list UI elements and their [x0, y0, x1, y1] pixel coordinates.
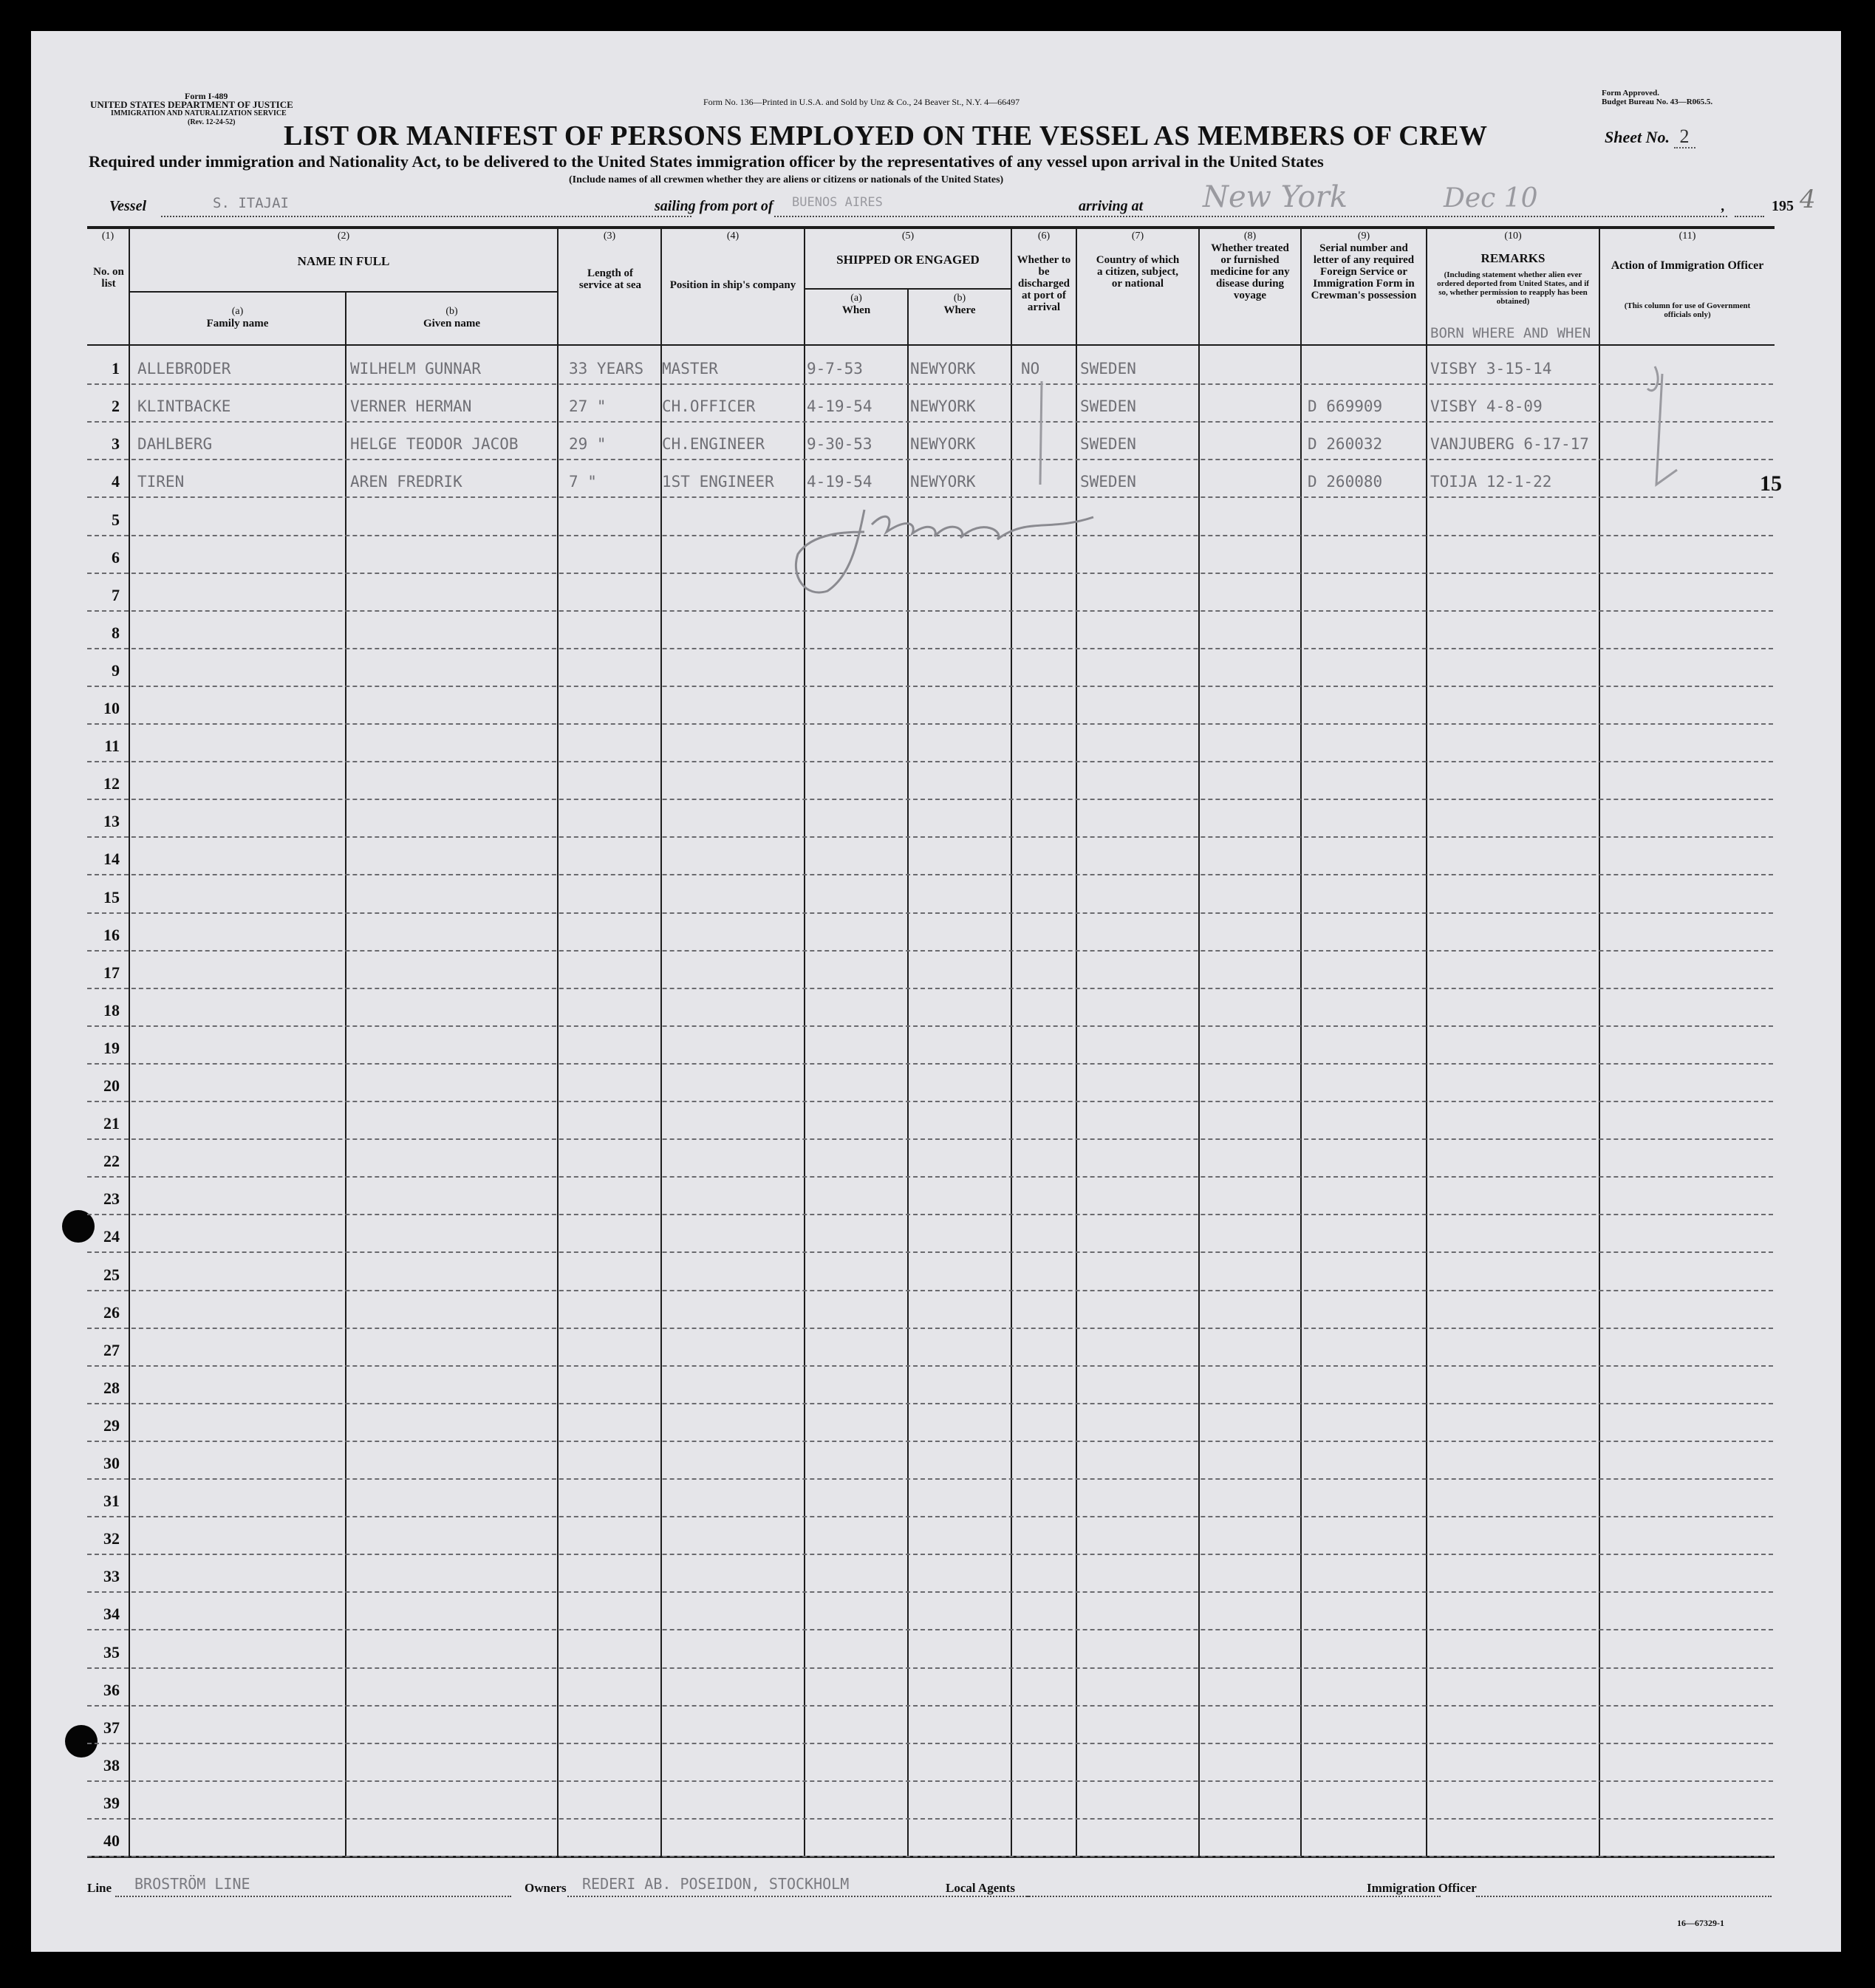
crew-country: SWEDEN	[1080, 360, 1136, 378]
row-rule	[87, 1780, 1773, 1782]
col-header-family-name: Family name	[206, 318, 269, 329]
col-header-shipped-or-engaged: SHIPPED OR ENGAGED	[836, 253, 980, 267]
col-header-remarks-note: (Including statement whether alien ever ordered deported from United States, and if so, whether permission to reapply has been obtained)	[1437, 270, 1589, 306]
row-number: 25	[103, 1265, 120, 1284]
row-number: 10	[103, 699, 120, 717]
row-number: 22	[103, 1152, 120, 1170]
footer-line: Line BROSTRÖM LINE Owners REDERI AB. POSEIDON, STOCKHOLM Local Agents Immigration Officer	[87, 1875, 1779, 1897]
row-rule	[87, 723, 1773, 725]
form-printer-note: Form No. 136—Printed in U.S.A. and Sold by Unz & Co., 24 Beaver St., N.Y. 4—66497	[703, 97, 1020, 107]
col-number-6: (6)	[1037, 230, 1051, 242]
row-number: 24	[103, 1227, 120, 1246]
row-number: 39	[103, 1794, 120, 1812]
sheet-number: Sheet No. 2	[1605, 126, 1695, 148]
vessel-name: S. ITAJAI	[213, 195, 289, 211]
row-number: 23	[103, 1189, 120, 1208]
row-rule	[87, 1290, 1773, 1291]
row-rule	[87, 1705, 1773, 1707]
form-approval: Form Approved. Budget Bureau No. 43—R065.5.	[1602, 89, 1713, 106]
col-number-4: (4)	[726, 230, 740, 242]
crew-remarks: VISBY 4-8-09	[1430, 397, 1543, 415]
vessel-line: Vessel S. ITAJAI sailing from port of BUENOS AIRES arriving at New York Dec 10 , 195 4	[109, 197, 1768, 219]
form-code: 16—67329-1	[1677, 1918, 1724, 1928]
col-header-where: Where	[943, 304, 976, 316]
row-number: 40	[103, 1831, 120, 1850]
col-header-given-name: Given name	[423, 318, 481, 329]
crew-serial-number: D 260080	[1308, 473, 1383, 491]
col-divider-4	[660, 226, 662, 1857]
col-header-length-of-service: Length of service at sea	[578, 267, 642, 291]
row-rule	[87, 836, 1773, 838]
form-subtitle: Required under immigration and Nationality Act, to be delivered to the United States immigration officer by the representatives of any vessel upon arrival in the United States	[89, 152, 1324, 171]
col-header-name-in-full: NAME IN FULL	[297, 254, 390, 268]
signature-scrawl	[783, 488, 1167, 606]
row-rule	[87, 1516, 1773, 1517]
row-number: 15	[103, 888, 120, 906]
crew-remarks: VANJUBERG 6-17-17	[1430, 435, 1589, 453]
owners-name: REDERI AB. POSEIDON, STOCKHOLM	[582, 1875, 850, 1893]
crew-country: SWEDEN	[1080, 397, 1136, 415]
crew-service-length: 27 "	[569, 397, 607, 415]
row-number: 26	[103, 1303, 120, 1322]
crew-serial-number: D 260032	[1308, 435, 1383, 453]
col-header-remarks: REMARKS	[1480, 251, 1546, 265]
row-number: 19	[103, 1039, 120, 1057]
crew-shipped-when: 9-7-53	[807, 360, 863, 378]
col-divider-5	[804, 226, 805, 1857]
row-rule	[87, 1101, 1773, 1102]
remarks-typed-heading: BORN WHERE AND WHEN	[1430, 325, 1591, 341]
row-number: 27	[103, 1341, 120, 1359]
row-number: 35	[103, 1643, 120, 1661]
row-number: 16	[103, 926, 120, 944]
row-rule	[87, 686, 1773, 687]
crew-family-name: TIREN	[137, 473, 185, 491]
col-header-action: Action of Immigration Officer	[1611, 259, 1764, 272]
crew-position: CH.ENGINEER	[662, 435, 765, 453]
row-rule	[87, 1667, 1773, 1669]
crew-shipped-where: NEWYORK	[910, 473, 976, 491]
crew-shipped-when: 4-19-54	[807, 473, 872, 491]
col-number-5b: (b)	[953, 293, 966, 304]
col-number-2b: (b)	[445, 306, 458, 317]
row-number: 20	[103, 1076, 120, 1095]
row-number: 8	[112, 624, 120, 642]
form-left-header: Form I-489 UNITED STATES DEPARTMENT OF JUSTICE IMMIGRATION AND NATURALIZATION SERVICE (Rev. 12-24-52)	[90, 91, 293, 126]
arrival-port: New York	[1203, 180, 1348, 214]
arrival-year-digit: 4	[1800, 185, 1816, 214]
col-number-3: (3)	[603, 230, 616, 242]
col-header-no-on-list: No. on list	[93, 266, 124, 290]
row-rule	[87, 1025, 1773, 1027]
row-rule	[87, 1251, 1773, 1253]
row-number: 21	[103, 1114, 120, 1133]
form-title: LIST OR MANIFEST OF PERSONS EMPLOYED ON THE VESSEL AS MEMBERS OF CREW	[284, 120, 1488, 151]
check-marks	[1020, 359, 1684, 492]
crew-remarks: VISBY 3-15-14	[1430, 360, 1552, 378]
row-number: 12	[103, 774, 120, 793]
row-rule	[87, 1818, 1773, 1820]
col-number-2a: (a)	[231, 306, 244, 317]
col-number-5a: (a)	[850, 293, 862, 304]
arrival-year: 195	[1772, 198, 1794, 214]
crew-family-name: ALLEBRODER	[137, 360, 231, 378]
crew-discharged: NO	[1021, 360, 1040, 378]
row-rule	[87, 761, 1773, 762]
row-rule	[87, 1856, 1773, 1857]
form-subnote: (Include names of all crewmen whether they are aliens or citizens or nationals of the United States)	[569, 174, 1004, 185]
row-number: 11	[104, 737, 120, 755]
crew-given-name: AREN FREDRIK	[350, 473, 462, 491]
row-rule	[87, 912, 1773, 914]
sailing-port: BUENOS AIRES	[792, 195, 883, 210]
row-rule	[87, 799, 1773, 800]
row-rule	[87, 1176, 1773, 1178]
row-rule	[87, 988, 1773, 989]
row-number: 14	[103, 850, 120, 868]
col-header-treated: Whether treated or furnished medicine for any disease during voyage	[1210, 242, 1290, 301]
col-number-2: (2)	[337, 230, 350, 242]
col-header-serial-number: Serial number and letter of any required Foreign Service or Immigration Form in Crewman's possession	[1311, 242, 1417, 301]
row-number: 13	[103, 812, 120, 830]
row-number: 31	[103, 1492, 120, 1510]
row-rule	[87, 1629, 1773, 1630]
row-number: 33	[103, 1567, 120, 1585]
name-subheader-rule	[130, 291, 557, 293]
row-rule	[87, 1214, 1773, 1215]
crew-shipped-where: NEWYORK	[910, 397, 976, 415]
row-number: 2	[112, 397, 120, 415]
row-rule	[87, 1365, 1773, 1367]
col-header-when: When	[841, 304, 871, 316]
crew-given-name: WILHELM GUNNAR	[350, 360, 482, 378]
arrival-date: Dec 10	[1444, 183, 1538, 214]
crew-position: 1ST ENGINEER	[662, 473, 774, 491]
table-top-rule	[87, 226, 1775, 229]
col-number-10: (10)	[1504, 230, 1522, 242]
crew-shipped-where: NEWYORK	[910, 435, 976, 453]
row-number: 32	[103, 1529, 120, 1548]
col-divider-6	[1011, 226, 1012, 1857]
row-rule	[87, 1478, 1773, 1480]
row-rule	[87, 1554, 1773, 1555]
col-header-position: Position in ship's company	[669, 279, 796, 291]
crew-service-length: 29 "	[569, 435, 607, 453]
margin-count: 15	[1760, 471, 1782, 496]
col-header-country: Country of which a citizen, subject, or national	[1096, 254, 1180, 290]
crew-shipped-when: 9-30-53	[807, 435, 872, 453]
row-number: 34	[103, 1605, 120, 1623]
crew-remarks: TOIJA 12-1-22	[1430, 473, 1552, 491]
row-rule	[87, 1328, 1773, 1329]
crew-position: CH.OFFICER	[662, 397, 756, 415]
col-number-8: (8)	[1243, 230, 1257, 242]
crew-given-name: VERNER HERMAN	[350, 397, 472, 415]
row-rule	[87, 1441, 1773, 1442]
crew-position: MASTER	[662, 360, 718, 378]
col-header-discharged: Whether to be discharged at port of arrival	[1017, 254, 1071, 313]
crew-service-length: 33 YEARS	[569, 360, 644, 378]
row-rule	[87, 950, 1773, 952]
row-rule	[87, 648, 1773, 649]
row-number: 7	[112, 586, 120, 604]
row-number: 28	[103, 1379, 120, 1397]
crew-country: SWEDEN	[1080, 473, 1136, 491]
col-divider-2	[345, 291, 346, 1857]
col-number-1: (1)	[101, 230, 115, 242]
crew-shipped-when: 4-19-54	[807, 397, 872, 415]
row-number: 1	[112, 359, 120, 378]
row-rule	[87, 1063, 1773, 1065]
row-rule	[87, 874, 1773, 875]
row-number: 6	[112, 548, 120, 567]
row-number: 30	[103, 1454, 120, 1472]
row-number: 36	[103, 1681, 120, 1699]
col-number-9: (9)	[1357, 230, 1370, 242]
col-number-7: (7)	[1131, 230, 1144, 242]
col-number-5: (5)	[901, 230, 915, 242]
row-rule	[87, 1138, 1773, 1140]
row-number: 38	[103, 1756, 120, 1774]
row-number: 9	[112, 661, 120, 680]
row-number: 37	[103, 1718, 120, 1737]
line-name: BROSTRÖM LINE	[134, 1875, 250, 1893]
crew-country: SWEDEN	[1080, 435, 1136, 453]
crew-given-name: HELGE TEODOR JACOB	[350, 435, 519, 453]
col-number-11: (11)	[1678, 230, 1696, 242]
row-number: 18	[103, 1001, 120, 1019]
crew-family-name: DAHLBERG	[137, 435, 213, 453]
crew-shipped-where: NEWYORK	[910, 360, 976, 378]
row-number: 17	[103, 963, 120, 982]
crew-serial-number: D 669909	[1308, 397, 1383, 415]
row-rule	[87, 610, 1773, 612]
row-rule	[87, 1591, 1773, 1593]
row-number: 4	[112, 472, 120, 491]
row-rule	[87, 1403, 1773, 1404]
row-number: 29	[103, 1416, 120, 1435]
row-number: 5	[112, 510, 120, 529]
col-header-action-note: (This column for use of Government officials only)	[1624, 301, 1751, 319]
col-divider-1	[129, 226, 130, 1857]
row-number: 3	[112, 434, 120, 453]
col-divider-3	[557, 226, 559, 1857]
row-rule	[87, 1743, 1773, 1744]
crew-service-length: 7 "	[569, 473, 597, 491]
crew-family-name: KLINTBACKE	[137, 397, 231, 415]
table-header-rule	[87, 344, 1775, 346]
